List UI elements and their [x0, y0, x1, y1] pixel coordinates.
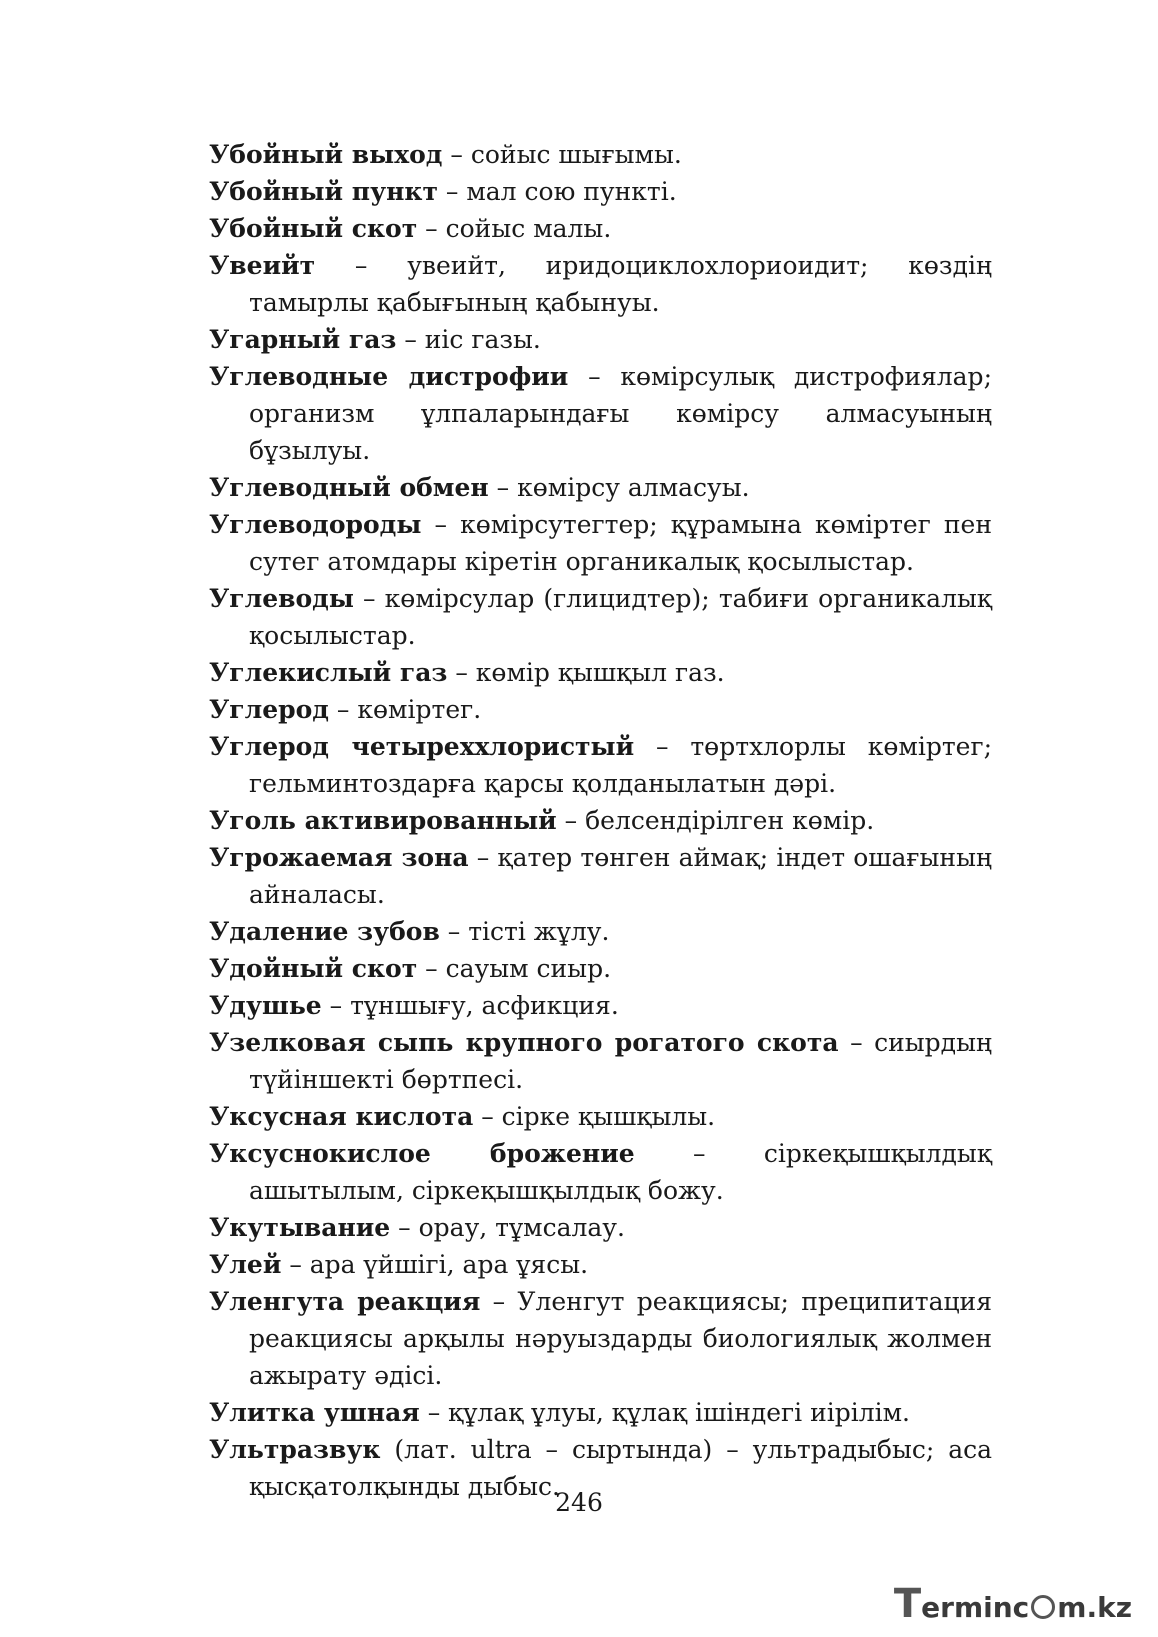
entry-definition: – иіс газы.: [396, 325, 541, 354]
dictionary-entry: [209, 1024, 992, 1098]
entry-term: Углерод четыреххлористый: [209, 732, 635, 761]
entry-term: Ультразвук: [209, 1435, 381, 1464]
entry-term: Улей: [209, 1250, 282, 1279]
entry-definition: – тұншығу, асфикция.: [321, 991, 619, 1020]
entry-definition: – төртхлорлы көміртег; гельминтоздарға қарсы қолданылатын дәрі.: [249, 732, 992, 798]
entry-term: Укутывание: [209, 1213, 391, 1242]
entry-term: Углеводороды: [209, 510, 422, 539]
entry-definition: – сауым сиыр.: [417, 954, 612, 983]
entry-definition: – сіркеқышқылдық ашытылым, сіркеқышқылдық божу.: [249, 1139, 992, 1205]
entry-term: Углерод: [209, 695, 329, 724]
dictionary-entry: [209, 1246, 992, 1283]
dictionary-entry: [209, 691, 992, 728]
dictionary-entry: [209, 654, 992, 691]
magnifier-icon: [1031, 1595, 1055, 1619]
entry-definition: – мал сою пункті.: [437, 177, 677, 206]
entry-term: Углеводы: [209, 584, 354, 613]
entry-definition: – көміртег.: [328, 695, 482, 724]
dictionary-entry: [209, 469, 992, 506]
dictionary-entry: [209, 839, 992, 913]
dictionary-entry: [209, 136, 992, 173]
dictionary-entry: [209, 1098, 992, 1135]
dictionary-entry: [209, 1283, 992, 1394]
entry-definition: – көмірсулар (глицидтер); табиғи органикалық қосылыстар.: [249, 584, 992, 650]
entry-definition: – увеийт, иридоциклохлориоидит; көздің тамырлы қабығының қабынуы.: [249, 251, 992, 317]
entry-term: Уленгута реакция: [209, 1287, 481, 1316]
watermark-middle: erminc: [921, 1591, 1030, 1624]
entry-definition: – сойыс малы.: [417, 214, 612, 243]
entry-definition: – сиырдың түйіншекті бөртпесі.: [249, 1028, 993, 1094]
entry-definition: (лат. ultra – сыртында) – ультрадыбыс; аса қысқатолқынды дыбыс.: [249, 1435, 992, 1501]
entry-definition: – тісті жұлу.: [439, 917, 610, 946]
entry-term: Улитка ушная: [209, 1398, 420, 1427]
dictionary-entry: [209, 1394, 992, 1431]
entry-definition: – орау, тұмсалау.: [390, 1213, 625, 1242]
entry-definition: – көмірсутегтер; құрамына көміртег пен сутег атомдары кіретін органикалық қосылыстар.: [249, 510, 992, 576]
entry-term: Удойный скот: [209, 954, 418, 983]
dictionary-page: [209, 136, 992, 1505]
entry-term: Убойный скот: [209, 214, 418, 243]
entry-term: Удаление зубов: [209, 917, 440, 946]
entry-definition: – сойыс шығымы.: [442, 140, 682, 169]
watermark-prefix: T: [893, 1581, 922, 1627]
watermark-suffix: m.kz: [1057, 1591, 1132, 1624]
dictionary-entry: [209, 987, 992, 1024]
entry-term: Углекислый газ: [209, 658, 448, 687]
entry-definition: – белсендірілген көмір.: [556, 806, 875, 835]
dictionary-entry: [209, 210, 992, 247]
dictionary-entry: [209, 580, 992, 654]
dictionary-entry: [209, 728, 992, 802]
dictionary-entry: [209, 506, 992, 580]
dictionary-entry: [209, 247, 992, 321]
entry-definition: – қатер төнген аймақ; індет ошағының айналасы.: [249, 843, 993, 909]
entry-term: Углеводный обмен: [209, 473, 489, 502]
dictionary-entry: [209, 173, 992, 210]
dictionary-entry: [209, 1135, 992, 1209]
page-number: 246: [555, 1488, 603, 1517]
entry-term: Угрожаемая зона: [209, 843, 469, 872]
entry-definition: – ара үйшігі, ара ұясы.: [281, 1250, 589, 1279]
dictionary-entry: [209, 321, 992, 358]
dictionary-entry: [209, 1209, 992, 1246]
entry-term: Убойный выход: [209, 140, 443, 169]
site-watermark: [894, 1581, 1132, 1627]
entry-definition: – сірке қышқылы.: [473, 1102, 716, 1131]
entry-definition: – көмір қышқыл газ.: [447, 658, 725, 687]
dictionary-entry: [209, 950, 992, 987]
entry-term: Увеийт: [209, 251, 316, 280]
entry-definition: – көмірсу алмасуы.: [488, 473, 750, 502]
entry-term: Уголь активированный: [209, 806, 557, 835]
entry-term: Узелковая сыпь крупного рогатого скота: [209, 1028, 839, 1057]
entry-definition: – көмірсулық дистрофиялар; организм ұлпаларындағы көмірсу алмасуының бұзылуы.: [249, 362, 992, 465]
entry-term: Уксусная кислота: [209, 1102, 474, 1131]
entry-term: Угарный газ: [209, 325, 397, 354]
entry-term: Уксуснокислое брожение: [209, 1139, 635, 1168]
dictionary-entry: [209, 358, 992, 469]
entry-term: Удушье: [209, 991, 322, 1020]
dictionary-entry: [209, 802, 992, 839]
entry-term: Углеводные дистрофии: [209, 362, 569, 391]
entry-term: Убойный пункт: [209, 177, 438, 206]
entry-definition: – Уленгут реакциясы; преципитация реакциясы арқылы нәруыздарды биологиялық жолмен ажырату әдісі.: [249, 1287, 992, 1390]
dictionary-entry: [209, 913, 992, 950]
entry-definition: – құлақ ұлуы, құлақ ішіндегі иірілім.: [419, 1398, 911, 1427]
